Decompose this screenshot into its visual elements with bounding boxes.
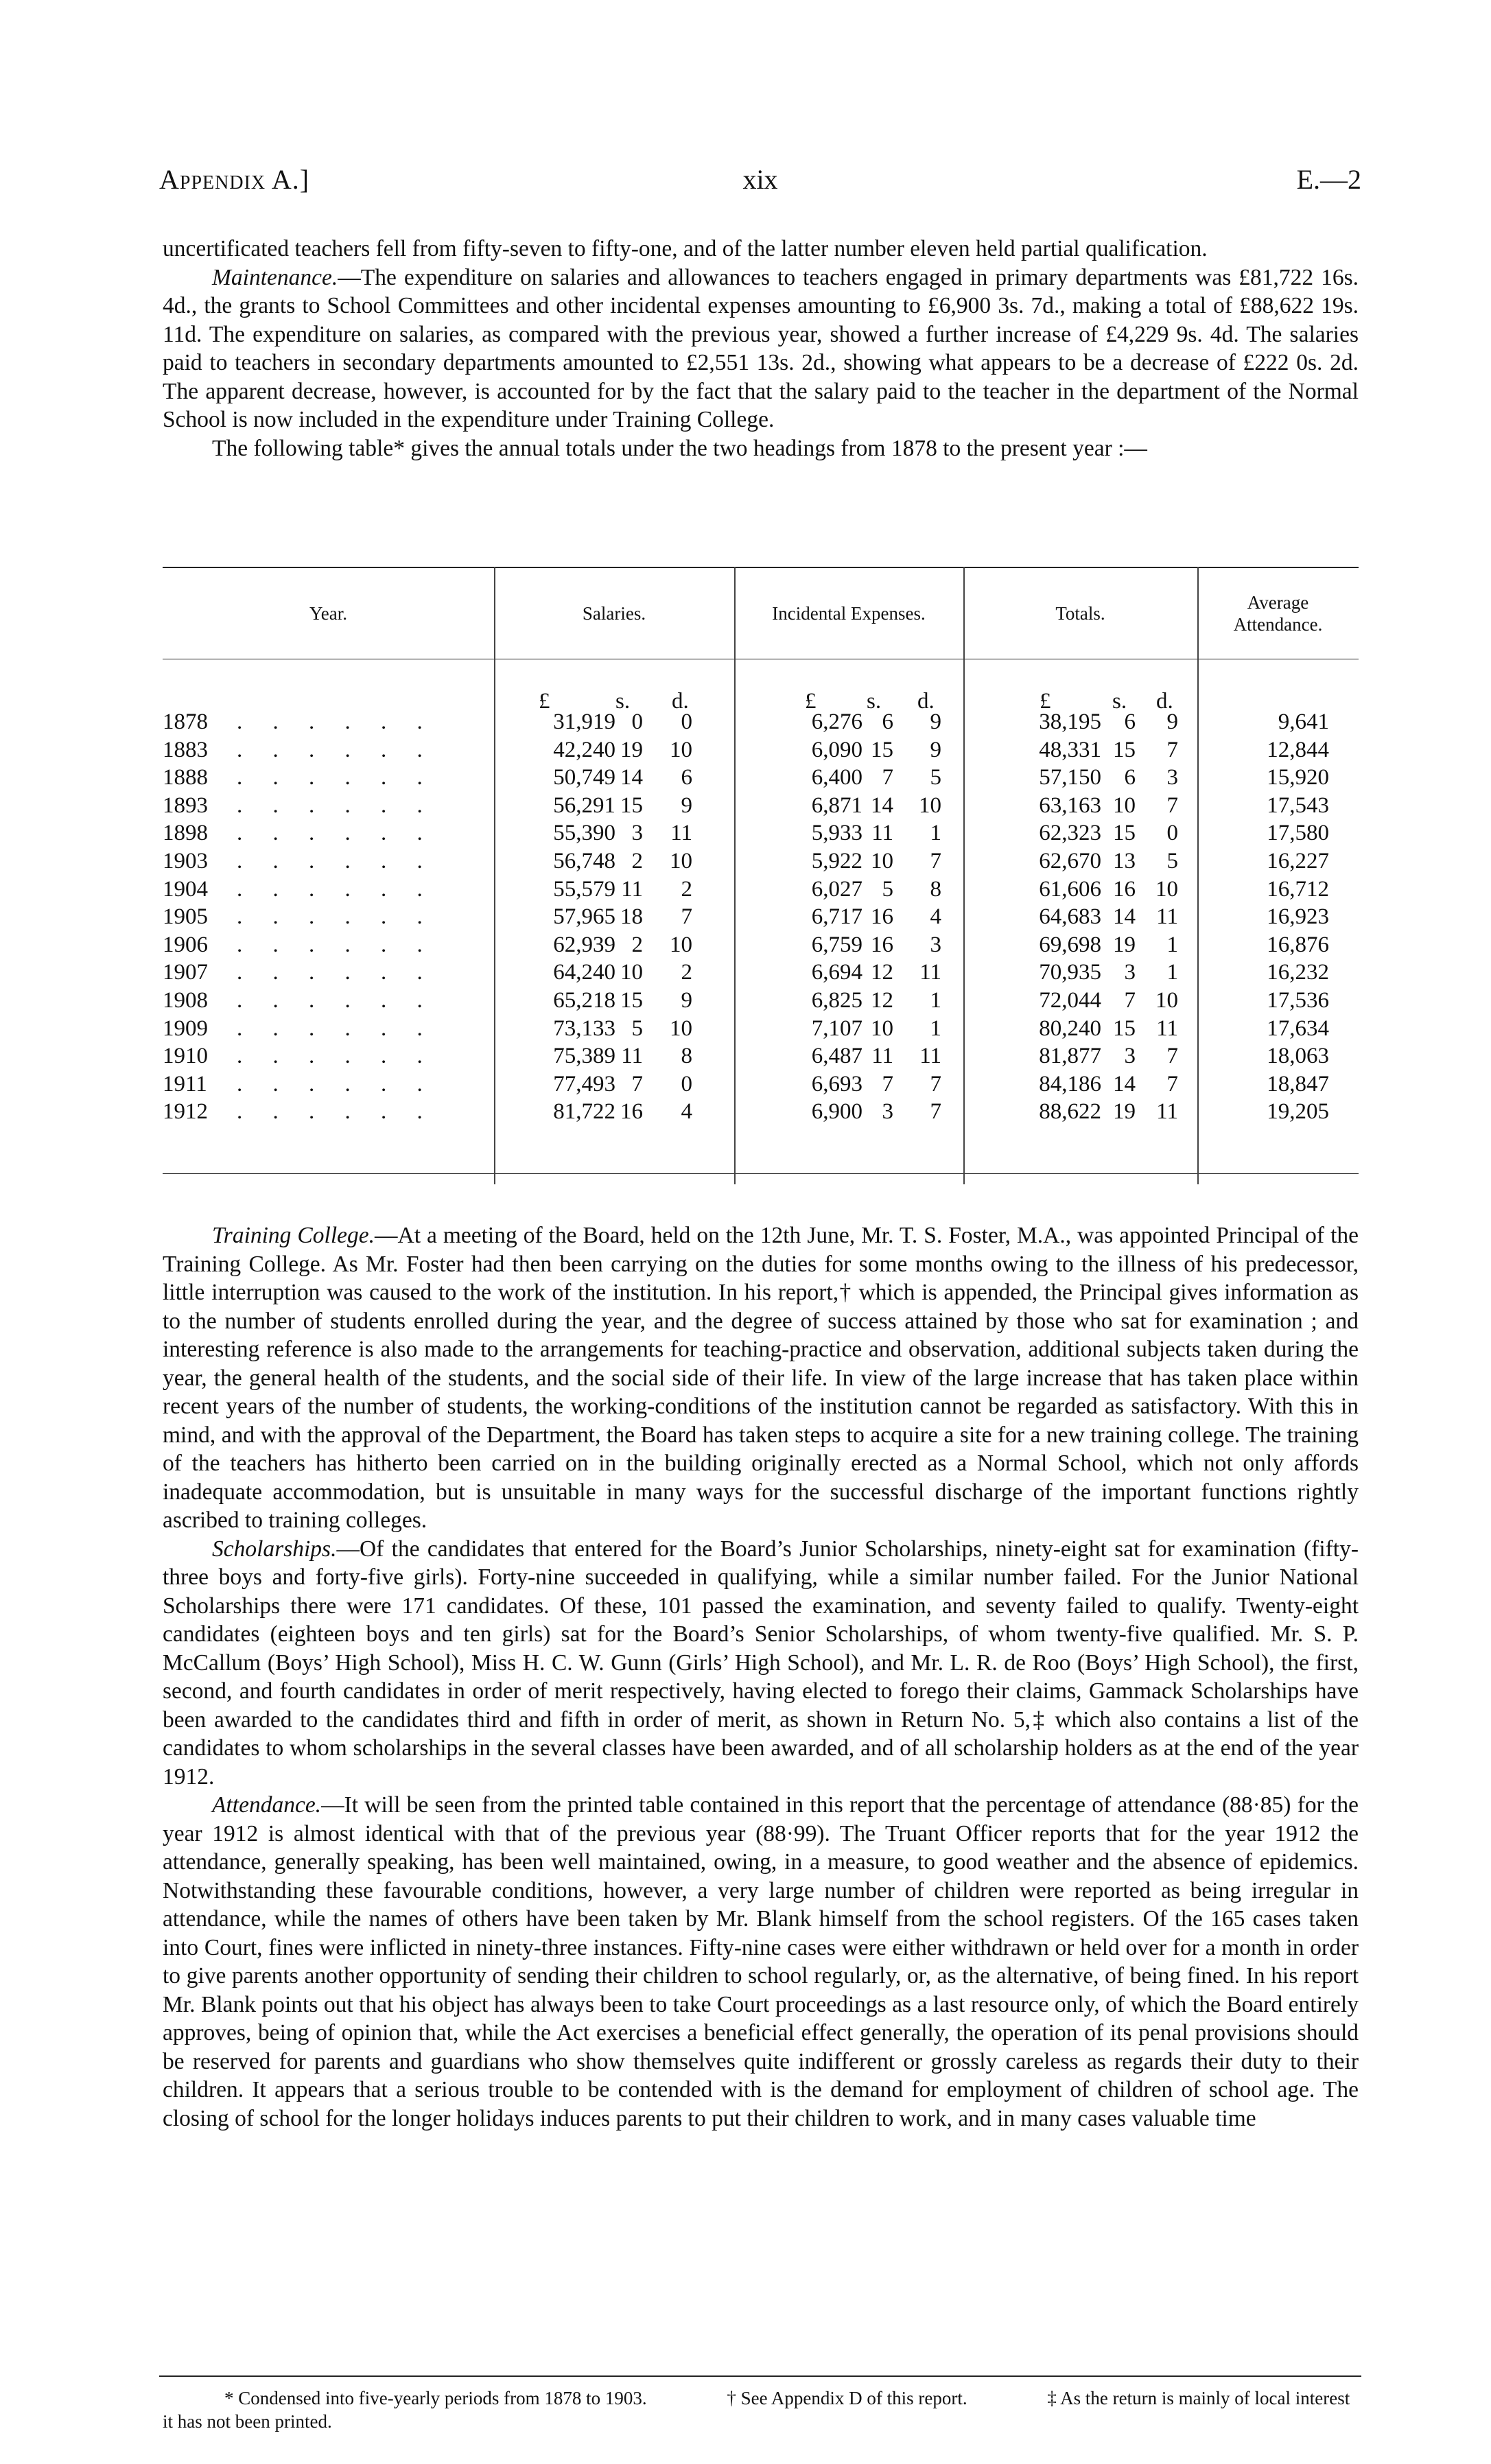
table-cell-incidental-pounds: 6,759 (811, 932, 862, 957)
table-cell-incidental-pence: 10 (919, 793, 941, 818)
table-cell-attendance: 17,580 (1267, 821, 1329, 846)
table-cell-year: 1910 (163, 1044, 208, 1069)
table-cell-total-shillings: 10 (1113, 793, 1136, 818)
table-cell-salary-pence: 10 (670, 849, 692, 873)
leader-dots: . . . . . . (237, 709, 435, 734)
table-row (163, 709, 1359, 737)
table-cell-total-shillings: 15 (1113, 737, 1136, 762)
table-cell-salary-pounds: 77,493 (553, 1071, 615, 1096)
table-cell-salary-pounds: 42,240 (553, 737, 615, 762)
table-cell-attendance: 9,641 (1278, 709, 1329, 734)
table-cell-salary-shillings: 11 (621, 1044, 643, 1069)
leader-dots: . . . . . . (237, 849, 435, 873)
paragraph-training-college (163, 1221, 1359, 1535)
table-cell-year: 1888 (163, 765, 208, 790)
unit-pence: d. (917, 689, 935, 714)
table-cell-total-pence: 7 (1166, 1044, 1178, 1069)
table-cell-incidental-pence: 7 (930, 1099, 941, 1125)
footnote-1: * Condensed into five-yearly periods from 1878 to 1903. (224, 2388, 647, 2408)
table-cell-incidental-shillings: 14 (871, 793, 893, 818)
page-number: xix (742, 164, 778, 195)
table-cell-salary-pounds: 65,218 (553, 988, 615, 1013)
training-heading: Training College. (212, 1223, 375, 1248)
table-cell-incidental-pence: 4 (930, 904, 941, 930)
table-cell-incidental-pence: 1 (930, 988, 941, 1013)
table-cell-incidental-pence: 11 (919, 960, 941, 985)
table-cell-attendance: 16,227 (1267, 849, 1329, 873)
table-cell-total-pounds: 63,163 (1039, 793, 1101, 818)
paragraph-maintenance (163, 263, 1359, 434)
table-cell-total-shillings: 14 (1113, 904, 1136, 930)
table-cell-total-shillings: 13 (1113, 849, 1136, 873)
leader-dots: . . . . . . (237, 1099, 435, 1125)
table-row (163, 960, 1359, 987)
paragraph-scholarships (163, 1535, 1359, 1792)
table-cell-total-pence: 9 (1166, 709, 1178, 734)
table-cell-salary-pounds: 56,291 (553, 793, 615, 818)
table-cell-incidental-shillings: 16 (871, 904, 893, 930)
leader-dots: . . . . . . (237, 876, 435, 902)
paragraph-continued: uncertificated teachers fell from fifty-seven to fifty-one, and of the latter number eleven held partial qualification. (163, 236, 1208, 261)
table-cell-total-shillings: 16 (1113, 876, 1136, 902)
appendix-label: Appendix A.] (159, 164, 310, 195)
table-cell-total-shillings: 15 (1113, 1016, 1136, 1041)
table-cell-total-pounds: 88,622 (1039, 1099, 1101, 1125)
header-salaries: Salaries. (582, 603, 646, 624)
leader-dots: . . . . . . (237, 765, 435, 790)
table-cell-total-shillings: 19 (1113, 1099, 1136, 1125)
table-cell-total-pence: 10 (1155, 876, 1178, 902)
table-row (163, 1016, 1359, 1044)
table-cell-year: 1909 (163, 1016, 208, 1041)
leader-dots: . . . . . . (237, 904, 435, 930)
table-cell-total-pounds: 62,670 (1039, 849, 1101, 873)
table-cell-attendance: 16,232 (1267, 960, 1329, 985)
table-cell-total-pence: 7 (1166, 793, 1178, 818)
maintenance-heading: Maintenance. (212, 264, 338, 290)
table-cell-attendance: 18,847 (1267, 1071, 1329, 1096)
table-row (163, 793, 1359, 821)
unit-pound: £ (805, 689, 817, 714)
table-cell-salary-pounds: 64,240 (553, 960, 615, 985)
header-year: Year. (309, 603, 347, 624)
table-cell-total-pence: 11 (1156, 1016, 1178, 1041)
table-cell-incidental-pounds: 6,487 (811, 1044, 862, 1069)
leader-dots: . . . . . . (237, 1016, 435, 1041)
table-row (163, 821, 1359, 848)
table-row (163, 932, 1359, 960)
table-cell-salary-shillings: 2 (631, 849, 643, 873)
header-incidental: Incidental Expenses. (772, 603, 926, 624)
table-cell-salary-pounds: 57,965 (553, 904, 615, 930)
table-cell-salary-pence: 9 (681, 988, 692, 1013)
table-cell-total-pounds: 69,698 (1039, 932, 1101, 957)
table-cell-year: 1883 (163, 737, 208, 762)
leader-dots: . . . . . . (237, 1044, 435, 1069)
table-cell-incidental-shillings: 16 (871, 932, 893, 957)
table-cell-total-pounds: 72,044 (1039, 988, 1101, 1013)
table-cell-salary-shillings: 14 (620, 765, 643, 790)
table-cell-year: 1904 (163, 876, 208, 902)
bottom-text-block (163, 1221, 1359, 2133)
table-cell-incidental-shillings: 5 (882, 876, 893, 902)
table-cell-total-shillings: 15 (1113, 821, 1136, 846)
top-text-block (163, 235, 1359, 462)
table-cell-salary-pounds: 55,390 (553, 821, 615, 846)
page-header (159, 163, 1361, 204)
table-cell-incidental-shillings: 15 (871, 737, 893, 762)
table-cell-salary-pence: 10 (670, 737, 692, 762)
table-cell-incidental-shillings: 10 (871, 849, 893, 873)
table-cell-salary-shillings: 2 (631, 932, 643, 957)
header-totals: Totals. (1055, 603, 1105, 624)
table-cell-salary-pence: 2 (681, 960, 692, 985)
table-cell-total-pence: 7 (1166, 737, 1178, 762)
table-cell-incidental-pence: 8 (930, 876, 941, 902)
table-cell-incidental-pence: 11 (919, 1044, 941, 1069)
table-cell-salary-pence: 10 (670, 1016, 692, 1041)
table-cell-total-pounds: 57,150 (1039, 765, 1101, 790)
table-cell-total-pounds: 38,195 (1039, 709, 1101, 734)
table-bottom-rule (163, 1173, 1359, 1174)
table-cell-salary-pence: 9 (681, 793, 692, 818)
table-cell-year: 1911 (163, 1071, 207, 1096)
table-row (163, 765, 1359, 793)
table-cell-salary-pence: 4 (681, 1099, 692, 1125)
table-row (163, 738, 1359, 765)
table-cell-attendance: 15,920 (1267, 765, 1329, 790)
table-cell-total-shillings: 14 (1113, 1071, 1136, 1096)
series-code: E.—2 (1296, 164, 1361, 195)
table-cell-year: 1912 (163, 1099, 208, 1125)
table-cell-incidental-pence: 7 (930, 1071, 941, 1096)
table-cell-total-pence: 1 (1166, 932, 1178, 957)
table-cell-incidental-pounds: 5,922 (811, 849, 862, 873)
table-cell-year: 1905 (163, 904, 208, 930)
table-cell-incidental-pounds: 6,027 (811, 876, 862, 902)
table-cell-attendance: 12,844 (1267, 737, 1329, 762)
table-cell-total-shillings: 19 (1113, 932, 1136, 957)
table-cell-incidental-pounds: 6,693 (811, 1071, 862, 1096)
table-cell-attendance: 17,634 (1267, 1016, 1329, 1041)
table-cell-attendance: 19,205 (1267, 1099, 1329, 1125)
paragraph-attendance (163, 1791, 1359, 2133)
table-cell-incidental-shillings: 12 (871, 988, 893, 1013)
table-cell-total-pence: 11 (1156, 1099, 1178, 1125)
table-cell-total-shillings: 6 (1124, 765, 1136, 790)
unit-pence: d. (1156, 689, 1173, 714)
table-cell-salary-shillings: 7 (631, 1071, 643, 1096)
attendance-heading: Attendance. (212, 1792, 322, 1818)
table-cell-incidental-shillings: 6 (882, 709, 893, 734)
table-cell-salary-pounds: 73,133 (553, 1016, 615, 1041)
table-row (163, 988, 1359, 1016)
table-cell-salary-pounds: 81,722 (553, 1099, 615, 1125)
footnote-2: † See Appendix D of this report. (727, 2388, 967, 2408)
unit-shilling: s. (867, 689, 882, 714)
table-cell-total-pounds: 48,331 (1039, 737, 1101, 762)
scholarships-text: —Of the candidates that entered for the Board’s Junior Scholarships, ninety-eight sat for examination (fifty-three boys and forty-five girls). Forty-nine succeeded in qualifying, while a similar number failed. For the Junior National Scholarships there were 171 candidates. Of these, 101 passed the examination, and seventy failed to qualify. Twenty-eight candidates (eighteen boys and ten girls) sat for the Board’s Senior Scholarships, of whom twenty-five qualified. Mr. S. P. McCallum (Boys’ High School), Miss H. C. W. Gunn (Girls’ High School), and Mr. L. R. de Roo (Boys’ High School), the first, second, and fourth candidates in order of merit respectively, having elected to forego their claims, Gammack Scholarships have been awarded to the candidates third and fifth in order of merit, as shown in Return No. 5,‡ which also contains a list of the candidates to whom scholarships in the several classes have been awarded, and of all scholarship holders as at the end of the year 1912. (163, 1536, 1359, 1790)
table-cell-salary-pounds: 55,579 (553, 876, 615, 902)
table-cell-incidental-pence: 9 (930, 709, 941, 734)
header-attendance-line2: Attendance. (1233, 614, 1323, 635)
table-cell-incidental-pounds: 6,900 (811, 1099, 862, 1125)
table-cell-incidental-pence: 1 (930, 1016, 941, 1041)
table-cell-total-pence: 1 (1166, 960, 1178, 985)
table-cell-salary-pence: 2 (681, 876, 692, 902)
table-cell-year: 1898 (163, 821, 208, 846)
table-row (163, 849, 1359, 876)
table-cell-total-pounds: 70,935 (1039, 960, 1101, 985)
table-row (163, 1044, 1359, 1071)
table-cell-salary-pence: 11 (670, 821, 692, 846)
table-cell-incidental-pounds: 6,276 (811, 709, 862, 734)
table-cell-year: 1878 (163, 709, 208, 734)
table-cell-salary-pounds: 31,919 (553, 709, 615, 734)
table-cell-salary-pounds: 50,749 (553, 765, 615, 790)
table-cell-total-pounds: 64,683 (1039, 904, 1101, 930)
table-cell-salary-pence: 0 (681, 1071, 692, 1096)
expenditure-table (163, 567, 1359, 1184)
table-cell-total-shillings: 7 (1124, 988, 1136, 1013)
table-cell-incidental-pence: 9 (930, 737, 941, 762)
table-cell-attendance: 16,712 (1267, 876, 1329, 902)
header-attendance-line1: Average (1247, 592, 1309, 613)
table-cell-salary-shillings: 15 (620, 793, 643, 818)
table-cell-salary-pence: 10 (670, 932, 692, 957)
unit-pence: d. (672, 689, 689, 714)
header-attendance (1197, 591, 1359, 635)
leader-dots: . . . . . . (237, 821, 435, 846)
table-cell-total-pence: 10 (1155, 988, 1178, 1013)
table-cell-year: 1903 (163, 849, 208, 873)
table-cell-incidental-shillings: 3 (882, 1099, 893, 1125)
leader-dots: . . . . . . (237, 960, 435, 985)
table-cell-salary-shillings: 10 (620, 960, 643, 985)
scholarships-heading: Scholarships. (212, 1536, 337, 1562)
table-cell-incidental-shillings: 10 (871, 1016, 893, 1041)
table-cell-incidental-pounds: 6,400 (811, 765, 862, 790)
table-cell-total-pounds: 61,606 (1039, 876, 1101, 902)
paragraph-table-intro: The following table* gives the annual totals under the two headings from 1878 to the present year :— (212, 435, 1147, 461)
table-cell-incidental-pence: 1 (930, 821, 941, 846)
table-cell-salary-pounds: 62,939 (553, 932, 615, 957)
unit-pound: £ (539, 689, 550, 714)
table-cell-total-pounds: 84,186 (1039, 1071, 1101, 1096)
table-cell-attendance: 16,923 (1267, 904, 1329, 930)
table-cell-incidental-pounds: 7,107 (811, 1016, 862, 1041)
maintenance-text: —The expenditure on salaries and allowances to teachers engaged in primary departments was £81,722 16s. 4d., the grants to School Committees and other incidental expenses amounting to £6,900 3s. 7d., making a total of £88,622 19s. 11d. The expenditure on salaries, as compared with the previous year, showed a further increase of £4,229 9s. 4d. The salaries paid to teachers in secondary departments amounted to £2,551 13s. 2d., showing what appears to be a decrease of £222 0s. 2d. The apparent decrease, however, is accounted for by the fact that the salary paid to the teacher in the department of the Normal School is now included in the expenditure under Training College. (163, 264, 1359, 432)
table-cell-salary-shillings: 19 (620, 737, 643, 762)
table-cell-attendance: 16,876 (1267, 932, 1329, 957)
table-cell-salary-pounds: 56,748 (553, 849, 615, 873)
training-text: —At a meeting of the Board, held on the 12th June, Mr. T. S. Foster, M.A., was appointed Principal of the Training College. As Mr. Foster had then been carrying on the duties for some months owing to the illness of his predecessor, little interruption was caused to the work of the institution. In his report,† which is appended, the Principal gives information as to the number of students enrolled during the year, and the degree of success attained by those who sat for examination ; and interesting reference is also made to the arrangements for teaching-practice and observation, additional subjects taken during the year, the general health of the students, and the social side of their life. In view of the large increase that has taken place within recent years of the number of students, the working-conditions of the institution cannot be regarded as satisfactory. With this in mind, and with the approval of the Department, the Board has taken steps to acquire a site for a new training college. The training of the teachers has hitherto been carried on in the building originally erected as a Normal School, which not only affords inadequate accommodation, but is unsuitable in many ways for the successful discharge of the important functions rightly ascribed to training colleges. (163, 1223, 1359, 1533)
table-cell-year: 1893 (163, 793, 208, 818)
footnote-3: ‡ As the return is mainly of local interest it has not been printed. (163, 2388, 1350, 2432)
table-cell-salary-shillings: 18 (620, 904, 643, 930)
table-cell-total-shillings: 6 (1124, 709, 1136, 734)
footnote-rule (159, 2375, 1361, 2377)
table-cell-incidental-pounds: 6,717 (811, 904, 862, 930)
table-cell-incidental-pence: 5 (930, 765, 941, 790)
leader-dots: . . . . . . (237, 737, 435, 762)
table-cell-salary-pence: 7 (681, 904, 692, 930)
table-cell-total-pounds: 80,240 (1039, 1016, 1101, 1041)
table-cell-incidental-pence: 7 (930, 849, 941, 873)
table-cell-salary-shillings: 5 (631, 1016, 643, 1041)
table-cell-total-pence: 0 (1166, 821, 1178, 846)
table-cell-incidental-pounds: 6,694 (811, 960, 862, 985)
table-cell-total-pounds: 81,877 (1039, 1044, 1101, 1069)
table-cell-incidental-shillings: 12 (871, 960, 893, 985)
table-cell-total-shillings: 3 (1124, 960, 1136, 985)
table-cell-incidental-pounds: 5,933 (811, 821, 862, 846)
table-cell-salary-pence: 0 (681, 709, 692, 734)
table-cell-year: 1906 (163, 932, 208, 957)
table-cell-total-pence: 5 (1166, 849, 1178, 873)
table-cell-salary-pence: 6 (681, 765, 692, 790)
table-cell-attendance: 17,543 (1267, 793, 1329, 818)
leader-dots: . . . . . . (237, 932, 435, 957)
table-cell-year: 1907 (163, 960, 208, 985)
table-cell-incidental-pounds: 6,090 (811, 737, 862, 762)
table-cell-salary-shillings: 16 (620, 1099, 643, 1125)
table-cell-salary-pounds: 75,389 (553, 1044, 615, 1069)
table-cell-total-pounds: 62,323 (1039, 821, 1101, 846)
table-cell-incidental-pounds: 6,825 (811, 988, 862, 1013)
table-cell-salary-shillings: 0 (631, 709, 643, 734)
table-cell-salary-shillings: 15 (620, 988, 643, 1013)
table-cell-incidental-shillings: 11 (871, 1044, 893, 1069)
unit-shilling: s. (615, 689, 631, 714)
table-top-rule (163, 567, 1359, 568)
table-row (163, 1072, 1359, 1099)
footnotes (163, 2386, 1359, 2433)
table-cell-incidental-pounds: 6,871 (811, 793, 862, 818)
table-cell-total-pence: 3 (1166, 765, 1178, 790)
table-cell-attendance: 17,536 (1267, 988, 1329, 1013)
table-cell-salary-shillings: 11 (621, 876, 643, 902)
table-row (163, 877, 1359, 904)
table-cell-total-pence: 11 (1156, 904, 1178, 930)
table-cell-incidental-pence: 3 (930, 932, 941, 957)
table-cell-salary-shillings: 3 (631, 821, 643, 846)
table-cell-year: 1908 (163, 988, 208, 1013)
leader-dots: . . . . . . (237, 1071, 435, 1096)
table-cell-total-pence: 7 (1166, 1071, 1178, 1096)
leader-dots: . . . . . . (237, 793, 435, 818)
table-cell-total-shillings: 3 (1124, 1044, 1136, 1069)
unit-shilling: s. (1112, 689, 1127, 714)
leader-dots: . . . . . . (237, 988, 435, 1013)
table-cell-incidental-shillings: 7 (882, 1071, 893, 1096)
table-cell-attendance: 18,063 (1267, 1044, 1329, 1069)
table-row (163, 1099, 1359, 1127)
table-cell-incidental-shillings: 7 (882, 765, 893, 790)
table-cell-salary-pence: 8 (681, 1044, 692, 1069)
attendance-text: —It will be seen from the printed table contained in this report that the percentage of attendance (88·85) for the year 1912 is almost identical with that of the previous year (88·99). The Truant Officer reports that for the year 1912 the attendance, generally speaking, has been well maintained, owing, in a measure, to good weather and the absence of epidemics. Notwithstanding these favourable conditions, however, a very large number of children were reported as being irregular in attendance, while the names of others have been taken by Mr. Blank himself from the school registers. Of the 165 cases taken into Court, fines were inflicted in ninety-three instances. Fifty-nine cases were either withdrawn or held over for a month in order to give parents another opportunity of sending their children to school regularly, or, as the alternative, of being fined. In his report Mr. Blank points out that his object has always been to take Court proceedings as a last resource only, of which the Board entirely approves, being of opinion that, while the Act exercises a beneficial effect generally, the operation of its penal provisions should be reserved for parents and guardians who show themselves quite indifferent or grossly careless as regards their duty to their children. It appears that a serious trouble to be contended with is the demand for employment of children of school age. The closing of school for the longer holidays induces parents to put their children to work, and in many cases valuable time (163, 1792, 1359, 2131)
table-cell-incidental-shillings: 11 (871, 821, 893, 846)
unit-pound: £ (1040, 689, 1051, 714)
table-row (163, 904, 1359, 932)
